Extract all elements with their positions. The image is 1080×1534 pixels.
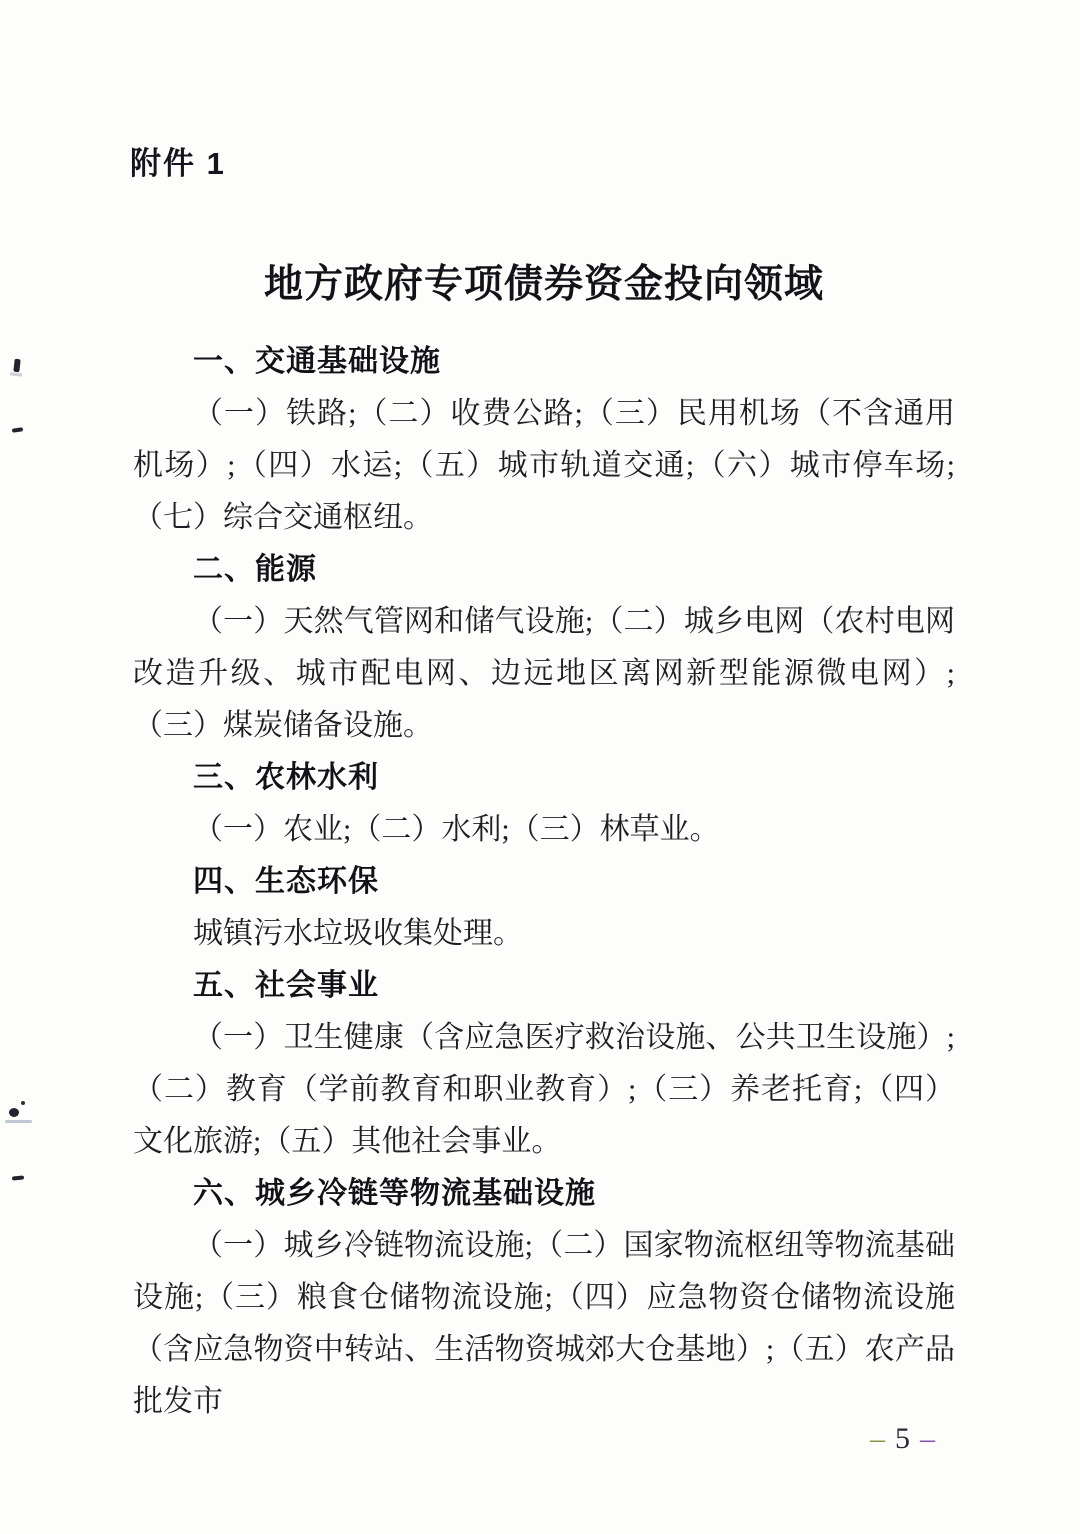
scan-artifact-dash-1 (12, 427, 23, 432)
section-1-heading: 一、交通基础设施 (193, 345, 441, 378)
section-1-body: （一）铁路;（二）收费公路;（三）民用机场（不含通用机场）;（四）水运;（五）城市轨道交通;（六）城市停车场;（七）综合交通枢纽。 (133, 397, 955, 534)
section-3-body: （一）农业;（二）水利;（三）林草业。 (193, 813, 720, 846)
section-2-heading: 二、能源 (193, 553, 317, 586)
page-number (870, 1422, 935, 1456)
section-5-heading: 五、社会事业 (193, 969, 379, 1002)
section-6-heading: 六、城乡冷链等物流基础设施 (193, 1177, 596, 1210)
page-number-dash-left: – (870, 1422, 885, 1455)
section-5-body: （一）卫生健康（含应急医疗救治设施、公共卫生设施）;（二）教育（学前教育和职业教育）;（三）养老托育;（四）文化旅游;（五）其他社会事业。 (133, 1021, 955, 1158)
attachment-label: 附件 1 (130, 146, 226, 181)
page-number-value: 5 (895, 1422, 910, 1455)
scan-artifact-smudge (5, 1120, 32, 1123)
section-3-heading: 三、农林水利 (193, 761, 379, 794)
scan-artifact-dash-2 (12, 1175, 24, 1180)
page-title: 地方政府专项债券资金投向领域 (263, 263, 824, 307)
document-body (133, 336, 955, 1428)
scan-artifact-tick (13, 359, 20, 373)
scan-artifact-dot (9, 1108, 19, 1117)
scan-artifact-dot-2 (21, 1101, 25, 1105)
page-number-dash-right: – (920, 1422, 935, 1455)
section-6-body: （一）城乡冷链物流设施;（二）国家物流枢纽等物流基础设施;（三）粮食仓储物流设施;（四）应急物资仓储物流设施（含应急物资中转站、生活物资城郊大仓基地）;（五）农产品批发市 (133, 1229, 955, 1418)
section-4-body: 城镇污水垃圾收集处理。 (193, 917, 523, 950)
section-2-body: （一）天然气管网和储气设施;（二）城乡电网（农村电网改造升级、城市配电网、边远地区离网新型能源微电网）;（三）煤炭储备设施。 (133, 605, 955, 742)
section-4-heading: 四、生态环保 (193, 865, 379, 898)
